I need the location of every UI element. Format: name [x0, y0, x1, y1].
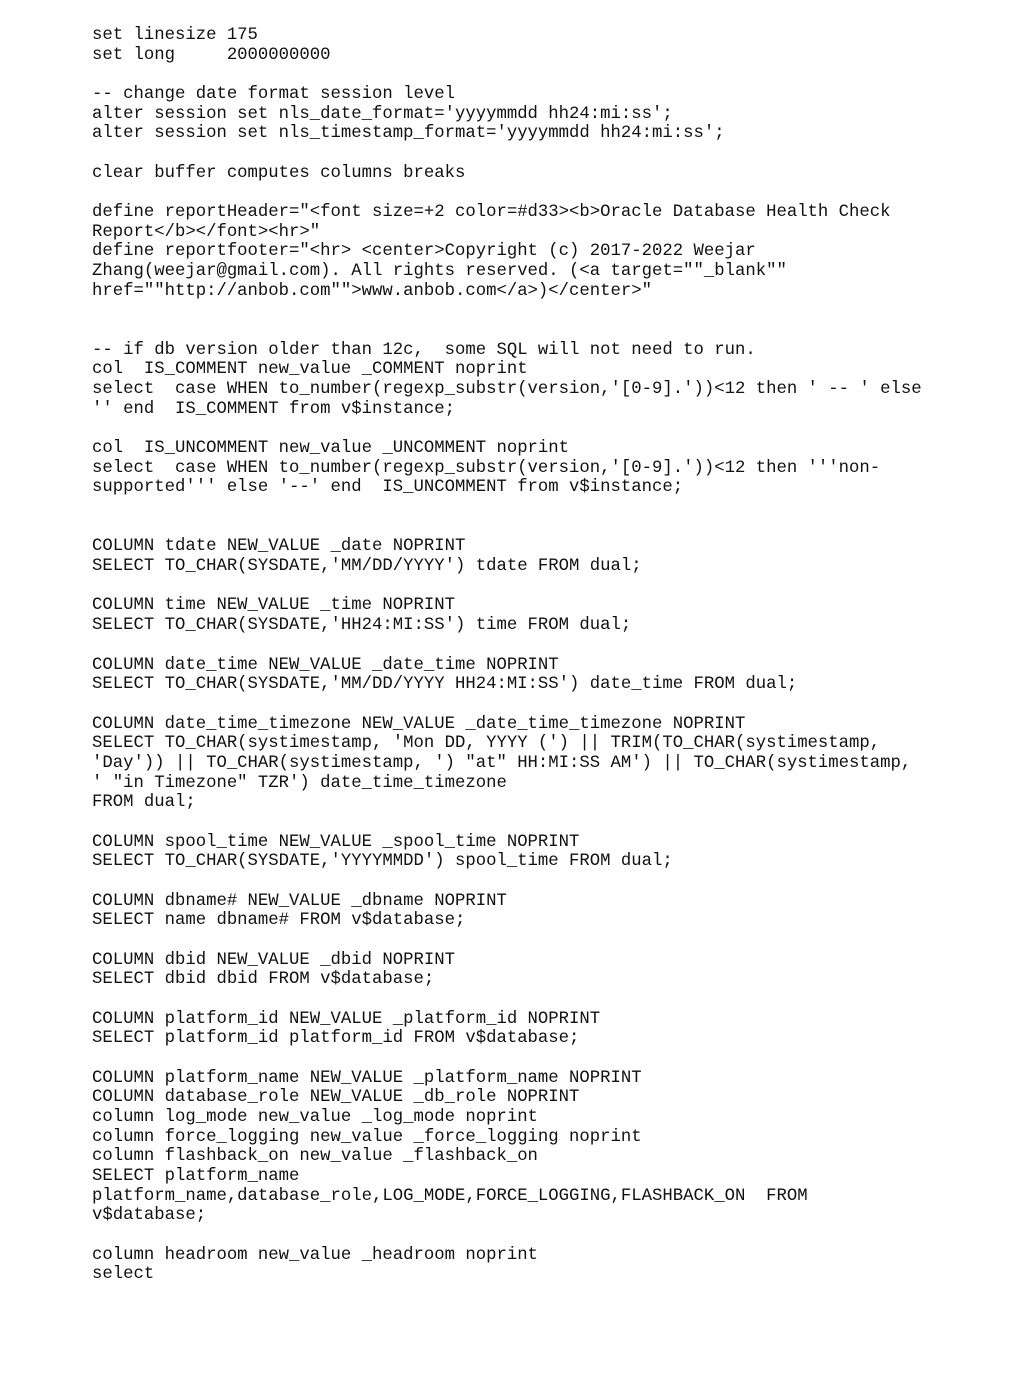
- code-line: [92, 301, 992, 321]
- code-line: SELECT TO_CHAR(SYSDATE,'YYYYMMDD') spool_time FROM dual;: [92, 852, 673, 872]
- code-line: select: [92, 1265, 155, 1285]
- code-line: COLUMN platform_name NEW_VALUE _platform_name NOPRINT: [92, 1068, 642, 1088]
- code-line: select case WHEN to_number(regexp_substr(version,'[0-9].'))<12 then '''non-: [92, 458, 881, 478]
- code-line: SELECT TO_CHAR(systimestamp, 'Mon DD, YYYY (') || TRIM(TO_CHAR(systimestamp,: [92, 734, 881, 754]
- code-line: [92, 498, 992, 518]
- code-line: set long 2000000000: [92, 45, 331, 65]
- code-line: clear buffer computes columns breaks: [92, 163, 466, 183]
- code-line: [92, 144, 992, 164]
- code-line: 'Day')) || TO_CHAR(systimestamp, ') "at" HH:MI:SS AM') || TO_CHAR(systimestamp,: [92, 753, 912, 773]
- code-line: [92, 65, 992, 85]
- code-line: SELECT TO_CHAR(SYSDATE,'MM/DD/YYYY') tdate FROM dual;: [92, 557, 642, 577]
- code-line: [92, 183, 992, 203]
- code-line: [92, 872, 992, 892]
- code-line: column log_mode new_value _log_mode noprint: [92, 1107, 538, 1127]
- code-line: SELECT name dbname# FROM v$database;: [92, 911, 466, 931]
- code-line: define reportfooter="<hr> <center>Copyright (c) 2017-2022 Weejar: [92, 242, 756, 262]
- code-line: -- if db version older than 12c, some SQL will not need to run.: [92, 340, 756, 360]
- code-line: column flashback_on new_value _flashback_on: [92, 1147, 538, 1167]
- code-line: [92, 813, 992, 833]
- code-line: [92, 1226, 992, 1246]
- code-line: [92, 1049, 992, 1069]
- code-line: COLUMN time NEW_VALUE _time NOPRINT: [92, 596, 455, 616]
- code-line: SELECT TO_CHAR(SYSDATE,'HH24:MI:SS') time FROM dual;: [92, 616, 632, 636]
- code-line: FROM dual;: [92, 793, 196, 813]
- code-line: ' "in Timezone" TZR') date_time_timezone: [92, 773, 507, 793]
- code-line: [92, 931, 992, 951]
- code-line: [92, 518, 992, 538]
- code-line: v$database;: [92, 1206, 207, 1226]
- code-line: [92, 321, 992, 341]
- code-line: col IS_COMMENT new_value _COMMENT noprint: [92, 360, 528, 380]
- code-line: COLUMN database_role NEW_VALUE _db_role NOPRINT: [92, 1088, 580, 1108]
- code-line: alter session set nls_date_format='yyyymmdd hh24:mi:ss';: [92, 104, 673, 124]
- code-line: column headroom new_value _headroom noprint: [92, 1245, 538, 1265]
- code-line: [92, 990, 992, 1010]
- code-line: select case WHEN to_number(regexp_substr(version,'[0-9].'))<12 then ' -- ' else: [92, 380, 922, 400]
- code-line: define reportHeader="<font size=+2 color=#d33><b>Oracle Database Health Check: [92, 203, 891, 223]
- code-line: supported''' else '--' end IS_UNCOMMENT from v$instance;: [92, 478, 684, 498]
- code-line: [92, 577, 992, 597]
- code-line: col IS_UNCOMMENT new_value _UNCOMMENT noprint: [92, 439, 570, 459]
- code-line: SELECT platform_name: [92, 1166, 300, 1186]
- code-line: -- change date format session level: [92, 85, 455, 105]
- code-line: COLUMN date_time NEW_VALUE _date_time NOPRINT: [92, 655, 559, 675]
- code-line: COLUMN spool_time NEW_VALUE _spool_time NOPRINT: [92, 832, 580, 852]
- code-line: href=""http://anbob.com"">www.anbob.com</a>)</center>": [92, 281, 653, 301]
- code-line: [92, 695, 992, 715]
- code-line: COLUMN tdate NEW_VALUE _date NOPRINT: [92, 537, 466, 557]
- code-line: COLUMN platform_id NEW_VALUE _platform_id NOPRINT: [92, 1009, 601, 1029]
- code-line: SELECT dbid dbid FROM v$database;: [92, 970, 435, 990]
- code-line: column force_logging new_value _force_logging noprint: [92, 1127, 642, 1147]
- code-line: [92, 636, 992, 656]
- code-line: SELECT TO_CHAR(SYSDATE,'MM/DD/YYYY HH24:MI:SS') date_time FROM dual;: [92, 675, 798, 695]
- code-line: Report</b></font><hr>": [92, 222, 321, 242]
- code-line: platform_name,database_role,LOG_MODE,FORCE_LOGGING,FLASHBACK_ON FROM: [92, 1186, 808, 1206]
- code-line: '' end IS_COMMENT from v$instance;: [92, 399, 455, 419]
- code-line: Zhang(weejar@gmail.com). All rights reserved. (<a target=""_blank"": [92, 262, 787, 282]
- code-line: COLUMN dbname# NEW_VALUE _dbname NOPRINT: [92, 891, 507, 911]
- code-line: alter session set nls_timestamp_format='yyyymmdd hh24:mi:ss';: [92, 124, 725, 144]
- code-line: COLUMN date_time_timezone NEW_VALUE _date_time_timezone NOPRINT: [92, 714, 746, 734]
- sql-script-text: [92, 26, 992, 1285]
- code-line: [92, 419, 992, 439]
- code-line: set linesize 175: [92, 26, 258, 45]
- code-line: COLUMN dbid NEW_VALUE _dbid NOPRINT: [92, 950, 455, 970]
- code-line: SELECT platform_id platform_id FROM v$database;: [92, 1029, 580, 1049]
